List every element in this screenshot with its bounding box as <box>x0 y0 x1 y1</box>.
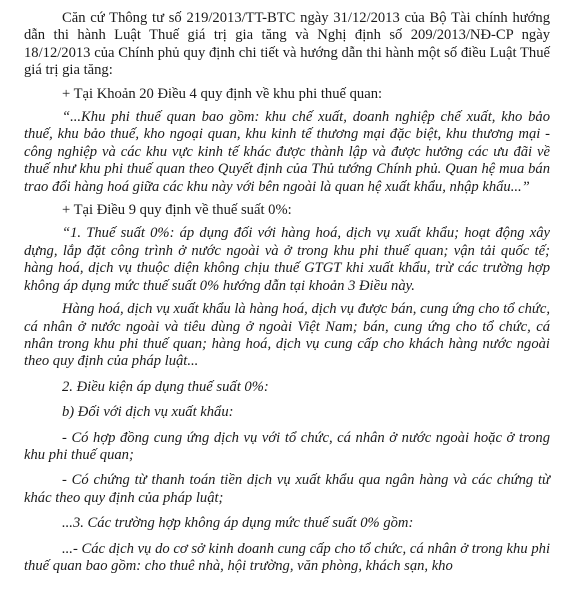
paragraph-legal-basis: Căn cứ Thông tư số 219/2013/TT-BTC ngày 31/12/2013 của Bộ Tài chính hướng dẫn thi hành Luật Thuế giá trị gia tăng và Nghị định số 209/2013/NĐ-CP ngày 18/12/2013 của Chính phủ quy định chi tiết và hướng dẫn thi hành một số điều Luật Thuế giá trị gia tăng: <box>24 10 550 79</box>
quote-export-definition: Hàng hoá, dịch vụ xuất khẩu là hàng hoá, dịch vụ được bán, cung ứng cho tổ chức, cá nhân ở nước ngoài và tiêu dùng ở ngoài Việt Nam; bán, cung ứng cho tổ chức, cá nhân trong khu phi thuế quan; hàng hoá, dịch vụ cung cấp cho khách hàng nước ngoài theo quy định của pháp luật... <box>24 301 550 370</box>
quote-condition-contract: - Có hợp đồng cung ứng dịch vụ với tổ chức, cá nhân ở nước ngoài hoặc ở trong khu phi thuế quan; <box>24 429 550 463</box>
quote-exclusions-heading: ...3. Các trường hợp không áp dụng mức thuế suất 0% gồm: <box>62 515 414 532</box>
quote-tax-rate-0: “1. Thuế suất 0%: áp dụng đối với hàng hoá, dịch vụ xuất khẩu; hoạt động xây dựng, lắp đặt công trình ở nước ngoài và ở trong khu phi thuế quan; vận tải quốc tế; hàng hoá, dịch vụ thuộc diện không chịu thuế GTGT khi xuất khẩu, trừ các trường hợp không áp dụng mức thuế suất 0% hướng dẫn tại khoản 3 Điều này. <box>24 225 550 294</box>
quote-condition-payment: - Có chứng từ thanh toán tiền dịch vụ xuất khẩu qua ngân hàng và các chứng từ khác theo quy định của pháp luật; <box>24 472 550 506</box>
quote-export-services-heading: b) Đối với dịch vụ xuất khẩu: <box>62 404 234 421</box>
paragraph-article-9-intro: + Tại Điều 9 quy định về thuế suất 0%: <box>62 202 292 219</box>
quote-exclusions-services: ...- Các dịch vụ do cơ sở kinh doanh cung cấp cho tổ chức, cá nhân ở trong khu phi thuế quan bao gồm: cho thuê nhà, hội trường, văn phòng, khách sạn, kho <box>24 540 550 574</box>
paragraph-clause-20-intro: + Tại Khoản 20 Điều 4 quy định về khu phi thuế quan: <box>62 85 383 102</box>
quote-conditions-heading: 2. Điều kiện áp dụng thuế suất 0%: <box>62 378 269 395</box>
quote-non-tariff-zone: “...Khu phi thuế quan bao gồm: khu chế xuất, doanh nghiệp chế xuất, kho bảo thuế, khu bảo thuế, kho ngoại quan, khu kinh tế thương mại đặc biệt, khu thương mại - công nghiệp và các khu vực kinh tế khác được thành lập và được hưởng các ưu đãi về thuế như khu phi thuế quan theo Quyết định của Thủ tướng Chính phủ. Quan hệ mua bán trao đổi hàng hoá giữa các khu này với bên ngoài là quan hệ xuất khẩu, nhập khẩu...” <box>24 109 550 195</box>
